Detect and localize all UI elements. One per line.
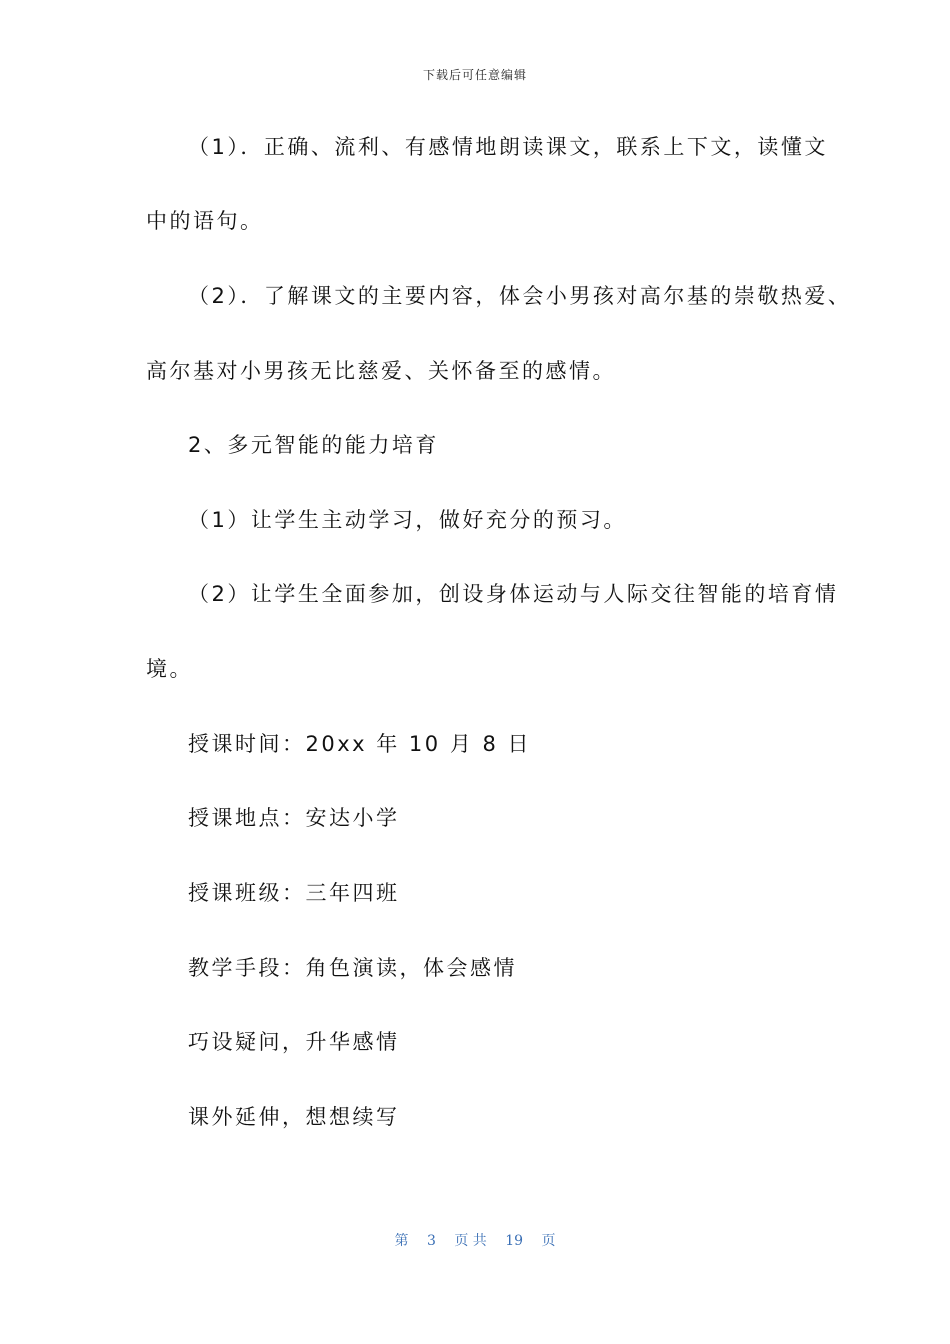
- footer-suffix: 页: [541, 1233, 556, 1249]
- paragraph-line: 境。: [146, 657, 193, 681]
- paragraph-line: （2）让学生全面参加，创设身体运动与人际交往智能的培育情: [188, 582, 839, 606]
- info-line-class: 授课班级：三年四班: [188, 881, 400, 905]
- paragraph-line: 高尔基对小男孩无比慈爱、关怀备至的感情。: [146, 359, 616, 383]
- info-line-method-2: 巧设疑问，升华感情: [188, 1030, 400, 1054]
- paragraph-line: （1）让学生主动学习，做好充分的预习。: [188, 508, 627, 532]
- footer-current-page: 3: [426, 1233, 436, 1249]
- info-line-method-3: 课外延伸，想想续写: [188, 1105, 400, 1129]
- page-header: 下载后可任意编辑: [422, 68, 527, 82]
- paragraph-line: （2）．了解课文的主要内容，体会小男孩对高尔基的崇敬热爱、: [188, 284, 852, 308]
- footer-middle: 页 共: [454, 1233, 487, 1249]
- paragraph-line: （1）．正确、流利、有感情地朗读课文，联系上下文，读懂文: [188, 135, 828, 159]
- section-heading: 2、多元智能的能力培育: [188, 433, 439, 457]
- page-footer: [0, 1230, 950, 1250]
- info-line-location: 授课地点：安达小学: [188, 806, 400, 830]
- paragraph-line: 中的语句。: [146, 209, 264, 233]
- info-line-time: 授课时间：20xx 年 10 月 8 日: [188, 732, 532, 756]
- footer-total-pages: 19: [505, 1233, 524, 1249]
- info-line-method: 教学手段：角色演读，体会感情: [188, 956, 517, 980]
- footer-prefix: 第: [394, 1233, 409, 1249]
